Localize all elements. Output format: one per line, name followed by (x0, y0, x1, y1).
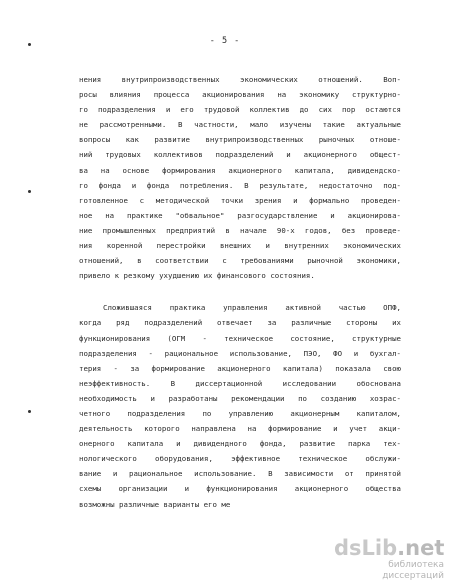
text-line: нения внутрипроизводственных экономических отношений. Воп- (79, 75, 401, 84)
text-line: готовленное с методической точки зрения и формально проведен- (79, 195, 401, 205)
text-line: отношений, в соответствии с требованиями рыночной экономики, (79, 256, 401, 266)
text-line: деятельность которого направлена на формирование и учет акци- (79, 424, 401, 434)
text-line: ний трудовых коллективов подразделений и акционерного общест- (79, 150, 401, 160)
watermark-brand: dsLib (334, 536, 398, 560)
page-number: - 5 - (209, 36, 241, 46)
text-line: го фонда и фонда потребления. В результате, недостаточно под- (79, 180, 401, 190)
text-line: ния коренной перестройки внешних и внутренних экономических (79, 241, 401, 251)
text-line: функционирования (ОГМ - техническое состояние, структурные (79, 333, 401, 343)
text-line: ние промышленных предприятий в начале 90-х годов, без проведе- (79, 225, 401, 235)
body-text (79, 72, 401, 512)
binding-hole-mark (28, 190, 31, 193)
text-line: росы влияния процесса акционирования на экономику структурно- (79, 90, 401, 100)
text-line: онерного капитала и дивидендного фонда, развитие парка тех- (79, 439, 401, 449)
text-line: привело к резкому ухудшению их финансового состояния. (79, 271, 315, 281)
text-line: когда ряд подразделений отвечает за различные стороны их (79, 318, 401, 328)
text-line: неэффективность. В диссертационной исследовании обоснована (79, 378, 401, 388)
text-line: схемы организации и функционирования акционерного общества (79, 484, 401, 494)
text-line: необходимость и разработаны рекомендации по созданию хозрас- (79, 393, 401, 403)
text-line: го подразделения и его трудовой коллектив до сих пор остаются (79, 105, 401, 115)
text-line: вопросы как развитие внутрипроизводственных рыночных отноше- (79, 135, 401, 145)
paragraph-2 (79, 300, 401, 511)
paragraph-gap (79, 283, 401, 300)
text-line: нологического оборудования, эффективное техническое обслужи- (79, 454, 401, 464)
dslib-watermark[interactable] (334, 536, 445, 581)
text-line: четного подразделения по управлению акционерным капиталом, (79, 408, 401, 418)
watermark-subtitle: библиотека диссертаций (382, 560, 444, 581)
text-line: вание и рациональное использование. В зависимости от принятой (79, 469, 401, 479)
text-line: ное на практике "обвальное" разгосударствление и акционирова- (79, 210, 401, 220)
text-line: возможны различные варианты его ме (79, 499, 231, 509)
text-line: терия - за формирование акционерного капитала) показала свою (79, 363, 401, 373)
text-line: ва на основе формирования акционерного капитала, дивидендско- (79, 165, 401, 175)
text-line: не рассмотренными. В частности, мало изучены такие актуальные (79, 120, 401, 130)
text-line: Сложившаяся практика управления активной частью ОПФ, (103, 303, 401, 313)
text-line: подразделения - рациональное использование, ПЭО, ФО и бухгал- (79, 348, 401, 358)
watermark-logo (334, 536, 444, 560)
paragraph-1 (79, 72, 401, 283)
binding-hole-mark (28, 410, 31, 413)
watermark-domain: .net (397, 536, 445, 560)
